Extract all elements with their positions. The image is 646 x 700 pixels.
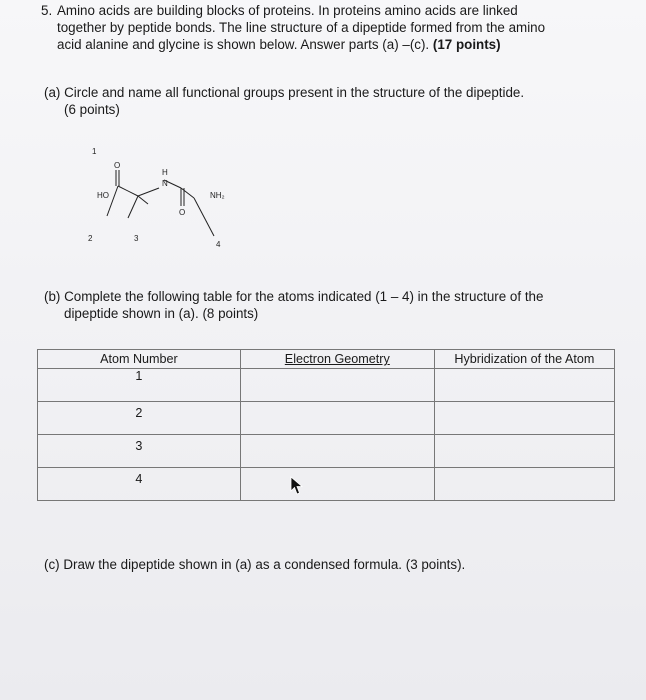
header-atom-number: Atom Number (38, 350, 241, 369)
header-electron-geometry: Electron Geometry (240, 350, 434, 369)
atom-label-2: 2 (88, 234, 93, 243)
atom-o-top: O (114, 161, 121, 170)
bond-c3-carbonyl (138, 196, 148, 204)
header-hybridization: Hybridization of the Atom (434, 350, 614, 369)
atom-o-bottom: O (179, 208, 186, 217)
total-points: (17 points) (432, 37, 501, 52)
intro-line-3: acid alanine and glycine is shown below. Answer parts (a) –(c). (57, 37, 430, 52)
atom-n: N (162, 179, 168, 188)
geometry-cell[interactable] (240, 468, 434, 501)
hybridization-cell[interactable] (434, 435, 614, 468)
atom-table (37, 349, 615, 501)
atom-label-1: 1 (92, 148, 97, 156)
table-row (38, 402, 615, 435)
question-number: 5. (41, 3, 53, 18)
hybridization-cell[interactable] (434, 468, 614, 501)
part-a-line-1: (a) Circle and name all functional groups present in the structure of the dipeptide. (44, 85, 525, 100)
mouse-pointer-icon (290, 476, 304, 496)
table-row (38, 435, 615, 468)
intro-line-2: together by peptide bonds. The line structure of a dipeptide formed from the amino (57, 20, 546, 35)
bond-c4-line (194, 198, 214, 236)
bond-c3-n (138, 188, 159, 196)
part-a-prompt (44, 84, 604, 118)
intro-line-1: Amino acids are building blocks of proteins. In proteins amino acids are linked (57, 3, 518, 18)
atom-cell: 3 (38, 435, 241, 468)
geometry-cell[interactable] (240, 402, 434, 435)
atom-label-3: 3 (134, 234, 139, 243)
atom-cell: 2 (38, 402, 241, 435)
part-c-prompt (44, 556, 604, 573)
atom-cell: 4 (38, 468, 241, 501)
part-b-line-1: (b) Complete the following table for the atoms indicated (1 – 4) in the structure of the (44, 289, 544, 304)
geometry-cell[interactable] (240, 369, 434, 402)
hybridization-cell[interactable] (434, 402, 614, 435)
geometry-cell[interactable] (240, 435, 434, 468)
part-a-line-2: (6 points) (64, 102, 120, 117)
atom-ho: HO (97, 191, 109, 200)
atom-h: H (162, 168, 168, 177)
hybridization-cell[interactable] (434, 369, 614, 402)
atom-nh2: NH₂ (210, 191, 225, 200)
table-header-row (38, 350, 615, 369)
part-b-prompt (44, 288, 624, 322)
atom-label-4: 4 (216, 240, 221, 249)
table-row (38, 369, 615, 402)
atom-cell: 1 (38, 369, 241, 402)
dipeptide-structure (80, 148, 270, 258)
part-b-line-2: dipeptide shown in (a). (8 points) (64, 306, 259, 321)
part-c-line-1: (c) Draw the dipeptide shown in (a) as a condensed formula. (3 points). (44, 557, 466, 572)
table-row (38, 468, 615, 501)
bond-c3-side (128, 196, 138, 218)
bond-c1-c3 (118, 186, 138, 196)
bond-c-c4 (181, 188, 194, 198)
